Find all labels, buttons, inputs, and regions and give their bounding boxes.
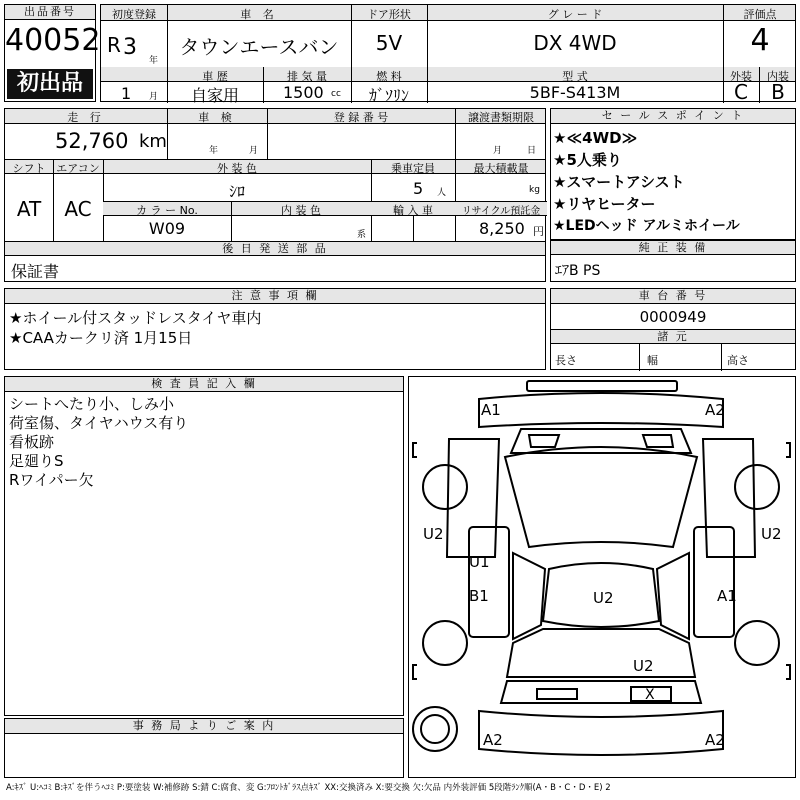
first-reg-year-unit: 年: [149, 56, 159, 66]
damage-mark: A2: [705, 731, 725, 749]
max-load-unit: kg: [529, 185, 540, 195]
first-reg-year: 3: [123, 35, 137, 60]
first-reg-month-unit: 月: [149, 92, 159, 102]
car-outline-diagram: [409, 377, 794, 776]
std-equipment-value: ｴｱB PS: [555, 263, 601, 279]
max-load-label: 最大積載量: [473, 162, 529, 175]
legend-text: A:ｷｽﾞ U:ﾍｺﾐ B:ｷｽﾞを伴うﾍｺﾐ P:要塗装 W:補修跡 S:錆 C:腐食、変 G:ﾌﾛﾝﾄｶﾞﾗｽ点ｷｽﾞ XX:交換済み X:要交換 欠:欠品 内外装評価 5段階ﾗﾝｸ順(A・B・C・D・E) 2: [6, 783, 611, 793]
recycle-unit: 円: [533, 225, 544, 238]
doors-value: 5V: [375, 31, 403, 55]
later-parts-value: 保証書: [11, 262, 60, 281]
mileage-value: 52,760: [55, 129, 129, 153]
model-label: 型 式: [562, 70, 588, 83]
car-name-value: タウンエースバン: [179, 35, 339, 59]
int-color-unit: 系: [357, 230, 367, 240]
note-item: ★ホイール付スタッドレスタイヤ車内: [9, 309, 262, 327]
dims-length: 長さ: [555, 354, 577, 367]
inspector-item: Rワイパー欠: [9, 471, 94, 489]
grade-label: グ レ ー ド: [547, 8, 603, 21]
capacity-unit: 人: [437, 188, 447, 198]
spec-grid: [4, 108, 546, 256]
color-no-value: W09: [148, 219, 186, 238]
sales-point-item: ★≪4WD≫: [553, 129, 638, 147]
inspection-label: 車 検: [198, 111, 236, 124]
damage-mark: U2: [761, 525, 782, 543]
lot-label: 出品番号: [5, 5, 95, 20]
damage-mark: U2: [593, 589, 614, 607]
shift-label: シフト: [12, 162, 46, 175]
note-item: ★CAAカークリ済 1月15日: [9, 329, 193, 347]
displacement-unit: cc: [331, 89, 341, 99]
aircon-label: エアコン: [56, 162, 100, 175]
shift-value: AT: [16, 197, 42, 221]
lot-box: [4, 4, 101, 102]
displacement-value: 1500: [283, 83, 324, 102]
damage-mark: A1: [481, 401, 501, 419]
damage-mark: B1: [469, 587, 489, 605]
dims-label: 諸 元: [551, 330, 795, 344]
doc-due-month-unit: 月: [493, 146, 503, 156]
lot-number: 40052: [5, 23, 101, 58]
dims-width: 幅: [647, 354, 658, 367]
model-value: 5BF-S413M: [529, 83, 621, 102]
doors-label: ドア形状: [367, 8, 411, 21]
exterior-score-label: 外装: [730, 70, 752, 83]
history-value: 自家用: [190, 86, 239, 105]
inspector-item: 荷室傷、タイヤハウス有り: [9, 414, 189, 432]
sales-point-item: ★スマートアシスト: [553, 173, 685, 191]
vehicle-info-grid: [100, 4, 796, 105]
capacity-label: 乗車定員: [391, 162, 435, 175]
office-label: 事 務 局 よ り ご 案 内: [5, 719, 403, 734]
score-label: 評価点: [743, 8, 777, 21]
first-reg-month: 1: [121, 84, 132, 103]
interior-score-value: B: [771, 80, 785, 104]
damage-diagram: [408, 376, 796, 778]
doc-due-label: 譲渡書類期限: [468, 111, 534, 124]
dims-height: 高さ: [727, 354, 749, 367]
office-box: [4, 718, 404, 778]
damage-mark: A1: [717, 587, 737, 605]
mileage-unit: km: [139, 131, 167, 152]
displacement-label: 排 気 量: [287, 70, 327, 83]
color-no-label: カ ラ ー No.: [136, 204, 198, 217]
first-listing-badge: 初出品: [7, 69, 93, 99]
damage-mark: U2: [423, 525, 444, 543]
mileage-label: 走 行: [67, 111, 105, 124]
chassis-value: 0000949: [639, 308, 707, 326]
damage-mark: U2: [633, 657, 654, 675]
sales-points-box: [550, 108, 796, 240]
inspector-item: 看板跡: [9, 433, 55, 451]
doc-due-day-unit: 日: [527, 146, 537, 156]
inspector-box: [4, 376, 404, 716]
later-parts-box: [4, 255, 546, 282]
inspector-label: 検 査 員 記 入 欄: [5, 377, 403, 392]
later-parts-label: 後 日 発 送 部 品: [5, 242, 545, 256]
std-equipment-box: [550, 240, 796, 282]
exterior-score-value: C: [734, 80, 748, 104]
sales-point-item: ★5人乗り: [553, 151, 622, 169]
fuel-label: 燃 料: [376, 70, 402, 83]
grade-value: DX 4WD: [533, 31, 617, 55]
recycle-value: 8,250: [479, 219, 525, 238]
damage-mark: A2: [483, 731, 503, 749]
inspector-item: 足廻りS: [9, 452, 64, 470]
ext-color-label: 外 装 色: [217, 162, 257, 175]
notes-label: 注 意 事 項 欄: [5, 289, 545, 304]
first-reg-era: R: [107, 33, 121, 57]
notes-box: [4, 288, 546, 370]
score-value: 4: [750, 23, 770, 58]
chassis-label: 車 台 番 号: [551, 289, 795, 304]
recycle-label: リサイクル預託金: [461, 206, 541, 217]
car-name-label: 車 名: [240, 8, 278, 21]
inspection-year-unit: 年: [209, 146, 219, 156]
interior-score-label: 内装: [767, 70, 789, 83]
aircon-value: AC: [64, 197, 92, 221]
first-reg-label: 初度登録: [112, 8, 156, 21]
history-label: 車 歴: [202, 70, 228, 83]
fuel-value: ｶﾞｿﾘﾝ: [368, 86, 409, 105]
chassis-box: [550, 288, 796, 370]
ext-color-value: ｼﾛ: [228, 182, 245, 201]
import-label: 輸 入 車: [393, 204, 433, 217]
sales-point-item: ★LEDヘッド アルミホイール: [553, 218, 740, 234]
std-equipment-label: 純 正 装 備: [551, 240, 795, 255]
damage-mark: U1: [469, 553, 490, 571]
damage-mark: A2: [705, 401, 725, 419]
int-color-label: 内 装 色: [281, 204, 321, 217]
reg-no-label: 登 録 番 号: [333, 111, 389, 124]
damage-mark: X: [645, 687, 655, 703]
inspector-item: シートへたり小、しみ小: [9, 395, 175, 413]
capacity-value: 5: [413, 179, 424, 198]
sales-points-label: セ ー ル ス ポ イ ン ト: [551, 109, 795, 124]
sales-point-item: ★リヤヒーター: [553, 195, 656, 213]
inspection-month-unit: 月: [249, 146, 259, 156]
